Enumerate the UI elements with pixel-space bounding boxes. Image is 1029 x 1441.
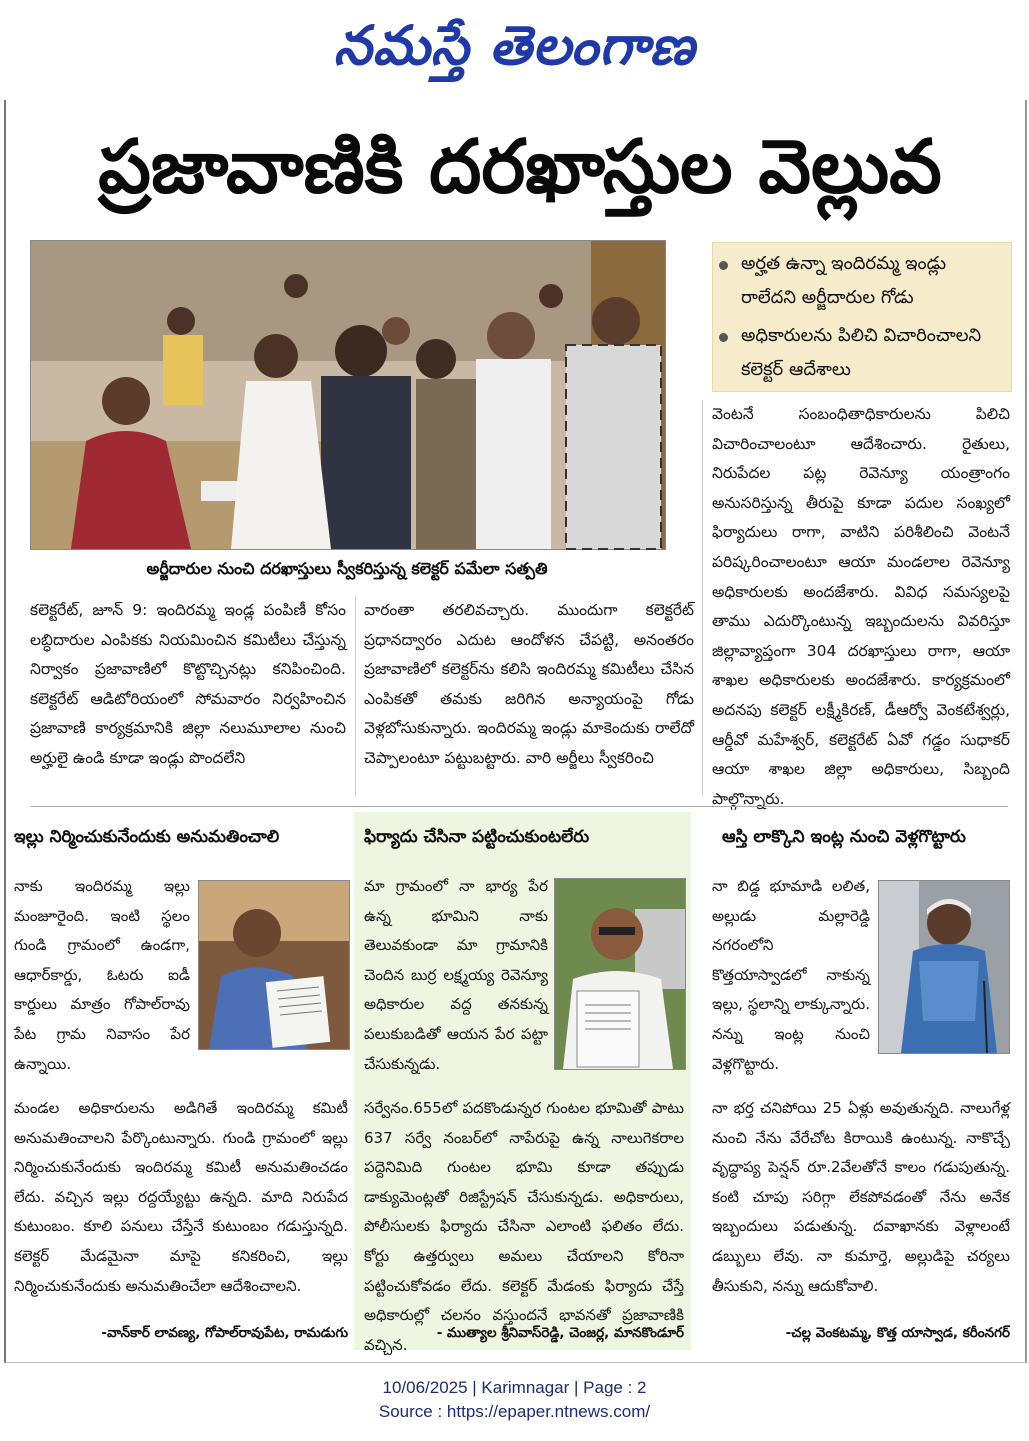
story-3-photo [878, 880, 1010, 1054]
page-headline: ప్రజావాణికి దరఖాస్తుల వెల్లువ [98, 124, 942, 210]
main-news-photo [30, 240, 666, 550]
bullet-icon [719, 333, 728, 342]
story-paragraph: నాకు ఇందిరమ్మ ఇల్లు మంజూరైంది. ఇంటి స్థలం గుండి గ్రామంలో ఉండగా, ఆధార్‌కార్డు, ఓటరు ఐడీ కార్డులు మాత్రం గోపాల్‌రావు పేట గ్రామ నివాసం పేర ఉన్నాయి. [14, 877, 190, 1073]
story-1-byline: -వాన్‌కార్ లావణ్య, గోపాల్‌రావుపేట, రామడుగు [101, 1325, 348, 1341]
story-2-text-top [364, 872, 548, 1090]
story-1-photo [198, 880, 350, 1050]
story-3-text-bottom [712, 1094, 1010, 1314]
highlight-item [713, 319, 1011, 387]
elderly-woman-portrait-illustration [879, 881, 1009, 1053]
article-paragraph: వెంటనే సంబంధితాధికారులను పిలిచి విచారించాలంటూ ఆదేశించారు. రైతులు, నిరుపేదల పట్ల రెవెన్యూ యంత్రాంగం అనుసరిస్తున్న తీరుపై కూడా పదుల సంఖ్యలో ఫిర్యాదులు రాగా, వాటిని పరిశీలించి వెంటనే పరిష్కరించాలంటూ ఆయా మండలాల రెవెన్యూ అధికారులకు అందజేశారు. వివిధ సమస్యలపై తాము ఎదుర్కొంటున్న ఇబ్బందులను వివరిస్తూ జిల్లావ్యాప్తంగా 304 దరఖాస్తులు రాగా, ఆయా శాఖల అధికారులకు అందజేశారు. కార్యక్రమంలో అదనపు కలెక్టర్ లక్ష్మీకిరణ్, డీఆర్వో వెంకటేశ్వర్లు, ఆర్డీవో మహేశ్వర్, కలెక్టరేట్ ఏవో గడ్డం సుధాకర్ ఆయా శాఖల జిల్లా అధికారులు, సిబ్బంది పాల్గొన్నారు. [712, 405, 1010, 808]
article-column-3 [712, 400, 1010, 808]
story-paragraph: మండల అధికారులను అడిగితే ఇందిరమ్మ కమిటీ అనుమతించాలని పేర్కొంటున్నారు. గుండి గ్రామంలో ఇల్లు నిర్మించుకునేందుకు ఇందిరమ్మ కమిటీ అనుమతించడం లేదు. వచ్చిన ఇల్లు రద్దయ్యేట్టు ఉన్నది. మాది నిరుపేద కుటుంబం. కూలి పనులు చేస్తేనే కుటుంబం గడుస్తున్నది. కలెక్టర్ మేడమైనా మాపై కనికరించి, ఇల్లు నిర్మించుకునేందుకు అనుమతించేలా ఆదేశించాలని. [14, 1099, 348, 1295]
man-portrait-illustration [555, 879, 685, 1069]
highlight-text: అధికారులను పిలిచి విచారించాలని కలెక్టర్ ఆదేశాలు [741, 325, 982, 380]
story-paragraph: నా భర్త చనిపోయి 25 ఏళ్లు అవుతున్నది. నాలుగేళ్ల నుంచి నేను వేరేచోట కిరాయికి ఉంటున్న. నాకొచ్చే వృద్ధాప్య పెన్షన్ రూ.2వేలతోనే కాలం గడుపుతున్న. కంటి చూపు సరిగ్గా లేకపోవడంతో నేను అనేక ఇబ్బందులు పడుతున్న. దవాఖానకు వెళ్లాలంటే డబ్బులు లేవు. నా కుమార్తె, అల్లుడిపై చర్యలు తీసుకుని, నన్ను ఆదుకోవాలి. [712, 1099, 1010, 1295]
masthead-logo-text: నమస్తే తెలంగాణ [333, 14, 696, 77]
section-divider [30, 806, 1008, 807]
column-divider [355, 596, 356, 796]
story-paragraph: సర్వేనం.655లో పదకొండున్నర గుంటల భూమితో పాటు 637 సర్వే నంబర్‌లో నాపేరుపై ఉన్న నాలుగెకరాల పద్దెనిమిది గుంటల భూమి కూడా తప్పుడు డాక్యుమెంట్లతో రిజిస్ట్రేషన్ చేసుకున్నడు. అధికారులు, పోలీసులకు ఫిర్యాదు చేసినా ఎలాంటి ఫలితం లేదు. కోర్టు ఉత్తర్వులు అమలు చేయాలని కోరినా పట్టించుకోవడం లేదు. కలెక్టర్ మేడంకు ఫిర్యాదు చేస్తే అధికారుల్లో చలనం వస్తుందనే భావనతో ప్రజావాణికి వచ్చిన. [364, 1099, 684, 1354]
footer-source-link[interactable]: Source : https://epaper.ntnews.com/ [378, 1402, 651, 1421]
newspaper-masthead [0, 8, 1029, 84]
highlight-item [713, 247, 1011, 315]
bullet-icon [719, 261, 728, 270]
article-paragraph: కలెక్టరేట్, జూన్ 9: ఇందిరమ్మ ఇండ్ల పంపిణీ కోసం లబ్ధిదారుల ఎంపికకు నియమించిన కమిటీలు చేస్తున్న నిర్వాకం ప్రజావాణిలో కొట్టొచ్చినట్లు కనిపించింది. కలెక్టరేట్ ఆడిటోరియంలో సోమవారం నిర్వహించిన ప్రజావాణి కార్యక్రమానికి జిల్లా నలుమూలాల నుంచి అర్హులై ఉండి కూడా ఇండ్లు పొందలేని [30, 601, 346, 767]
column-divider [702, 400, 703, 796]
footer-date-edition: 10/06/2025 | Karimnagar | Page : 2 [382, 1378, 647, 1397]
story-1-title: ఇల్లు నిర్మించుకునేందుకు అనుమతించాలి [14, 827, 280, 847]
story-1-text-bottom [14, 1094, 348, 1314]
story-2-byline: - ముత్యాల శ్రీనివాస్‌రెడ్డి, చెంజర్ల, మానకొండూర్ [436, 1325, 684, 1341]
story-3-text-top [712, 872, 870, 1090]
story-3-byline: -చల్ల వెంకటమ్మ, కొత్త యాస్వాడ, కరీంనగర్ [785, 1325, 1010, 1341]
story-paragraph: నా బిడ్డ భూమాడి లలిత, అల్లుడు మల్లారెడ్డి నగరంలోని కొత్తయాస్వాడలో నాకున్న ఇల్లు, స్థలాన్ని లాక్కున్నారు. నన్ను ఇంట్ల నుంచి వెళ్లగొట్టారు. [712, 877, 870, 1073]
article-paragraph: వారంతా తరలివచ్చారు. ముందుగా కలెక్టరేట్ ప్రధానద్వారం ఎదుట ఆందోళన చేపట్టి, అనంతరం ప్రజావాణిలో కలెక్టర్‌ను కలిసి ఇందిరమ్మ కమిటీలు చేసిన ఎంపికతో తమకు జరిగిన అన్యాయంపై గోడు వెళ్లబోసుకున్నారు. ఇందిరమ్మ ఇండ్లు మాకెందుకు రాలేదో చెప్పాలంటూ పట్టుబట్టారు. వారి అర్జీలు స్వీకరించి [364, 601, 694, 767]
main-photo-illustration [31, 241, 665, 549]
story-2-title: ఫిర్యాదు చేసినా పట్టించుకుంటలేరు [364, 827, 590, 847]
article-column-1 [30, 596, 346, 796]
highlights-box [712, 242, 1012, 392]
story-3-title: ఆస్తి లాక్కొని ఇంట్ల నుంచి వెళ్లగొట్టారు [722, 827, 966, 847]
story-2-photo [554, 878, 686, 1070]
story-paragraph: మా గ్రామంలో నా భార్య పేర ఉన్న భూమిని నాకు తెలువకుండా మా గ్రామానికి చెందిన బుర్ర లక్ష్మయ్య రెవెన్యూ అధికారుల వద్ద తనకున్న పలుకుబడితో ఆయన పేర పట్టా చేసుకున్నడు. [364, 877, 548, 1073]
main-photo-caption: అర్జీదారుల నుంచి దరఖాస్తులు స్వీకరిస్తున్న కలెక్టర్ పమేలా సత్పతి [146, 559, 548, 578]
article-column-2 [364, 596, 694, 796]
story-1-text-top [14, 872, 190, 1090]
woman-portrait-illustration [199, 881, 349, 1049]
highlight-text: అర్హత ఉన్నా ఇందిరమ్మ ఇండ్లు రాలేదని అర్జీదారుల గోడు [741, 253, 947, 308]
